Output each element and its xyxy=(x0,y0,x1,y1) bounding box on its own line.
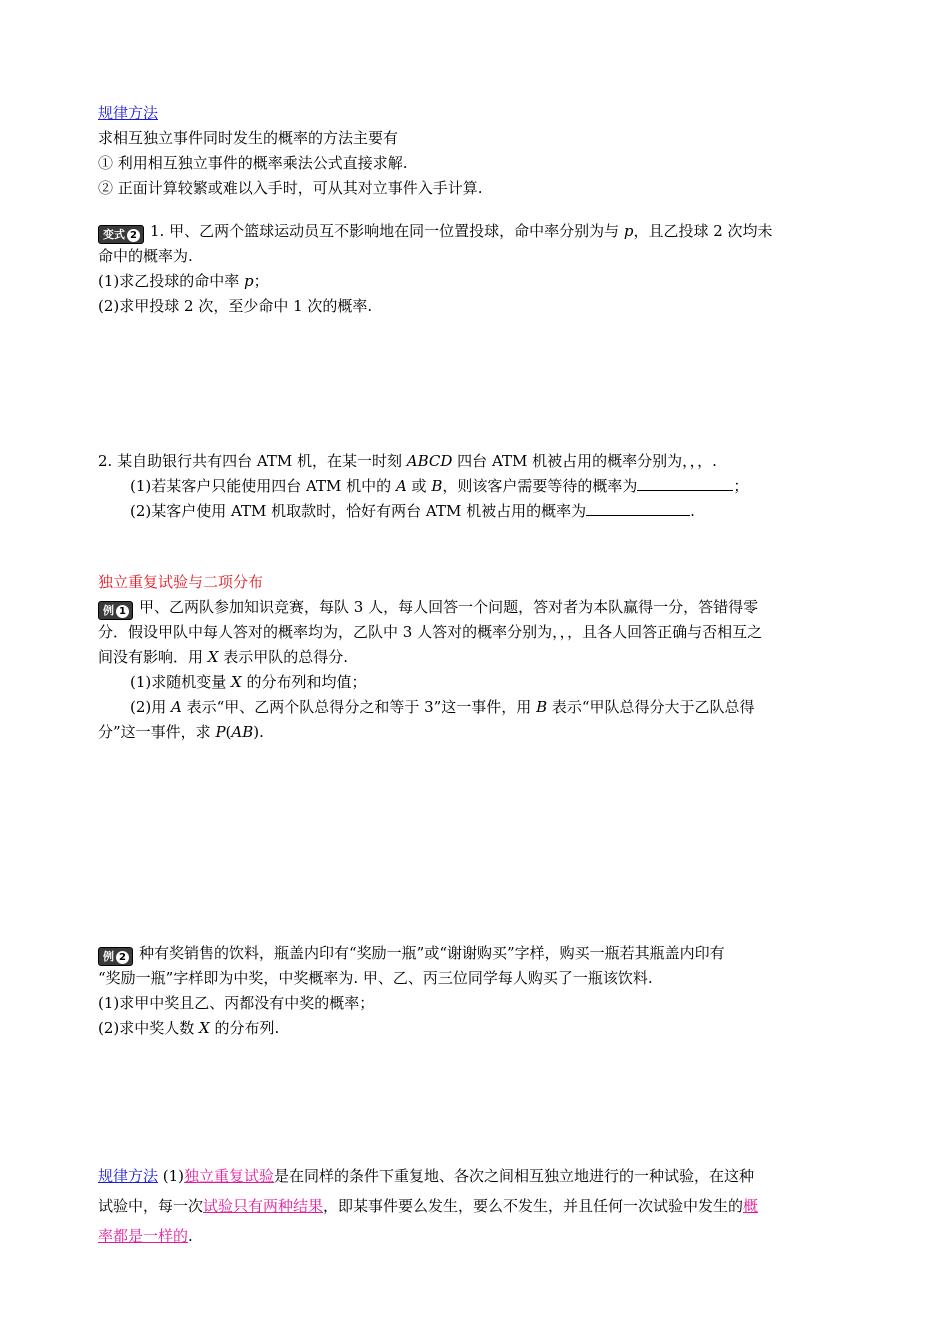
method-intro: 求相互独立事件同时发生的概率的方法主要有 xyxy=(98,129,399,147)
example-2-line-1: 例 2 种有奖销售的饮料，瓶盖内印有“奖励一瓶”或“谢谢购买”字样，购买一瓶若其瓶盖内印有 xyxy=(98,941,858,966)
method-2-line-3: 率都是一样的. xyxy=(98,1227,193,1245)
problem-2-question-2: (2)某客户使用 ATM 机取款时，恰好有两台 ATM 机被占用的概率为 . xyxy=(98,499,858,524)
binomial-section xyxy=(98,570,858,595)
example-1-line-2: 分．假设甲队中每人答对的概率均为，乙队中 3 人答对的概率分别为，，，且各人回答正确与否相互之 xyxy=(98,623,763,641)
term-same-probability-b[interactable]: 率都是一样的 xyxy=(98,1227,189,1245)
method-heading-2[interactable]: 规律方法 xyxy=(98,1167,159,1185)
example-2-question-2: (2)求中奖人数 X 的分布列. xyxy=(98,1019,280,1037)
example-badge-icon: 例 2 xyxy=(98,947,133,966)
variant-2-line-1: 变式 2 1. 甲、乙两个篮球运动员互不影响地在同一位置投球，命中率分别为与 p，且乙投球 2 次均未 xyxy=(98,219,858,244)
example-1 xyxy=(98,595,858,745)
method-item-2: ② 正面计算较繁或难以入手时，可从其对立事件入手计算. xyxy=(98,179,483,197)
variant-badge-icon: 变式 2 xyxy=(98,225,144,244)
problem-2-question-1: (1)若某客户只能使用四台 ATM 机中的 A 或 B，则该客户需要等待的概率为 ； xyxy=(98,474,858,499)
example-2 xyxy=(98,941,858,1041)
example-1-line-1: 例 1 甲、乙两队参加知识竞赛，每队 3 人，每人回答一个问题，答对者为本队赢得一分，答错得零 xyxy=(98,595,858,620)
example-1-question-2: (2)用 A 表示“甲、乙两个队总得分之和等于 3”这一事件，用 B 表示“甲队总得分大于乙队总得 xyxy=(130,698,755,716)
variant-2-question-2: (2)求甲投球 2 次，至少命中 1 次的概率. xyxy=(98,297,373,315)
term-independent-trials[interactable]: 独立重复试验 xyxy=(184,1167,275,1185)
example-2-question-1: (1)求甲中奖且乙、丙都没有中奖的概率； xyxy=(98,994,375,1012)
method-section-1 xyxy=(98,101,858,201)
problem-2 xyxy=(98,449,858,524)
method-2-line-1: 规律方法 (1)独立重复试验是在同样的条件下重复地、各次之间相互独立地进行的一种试验，在这种 xyxy=(98,1167,755,1185)
method-heading-1[interactable]: 规律方法 xyxy=(98,104,159,122)
example-1-line-3: 间没有影响．用 X 表示甲队的总得分. xyxy=(98,648,349,666)
example-2-line-2: “奖励一瓶”字样即为中奖，中奖概率为. 甲、乙、丙三位同学每人购买了一瓶该饮料. xyxy=(98,969,653,987)
answer-blank-2[interactable] xyxy=(586,499,690,516)
method-2-line-2: 试验中，每一次试验只有两种结果，即某事件要么发生，要么不发生，并且任何一次试验中发生的概 xyxy=(98,1197,759,1215)
variant-2-line-2: 命中的概率为. xyxy=(98,247,193,265)
term-two-outcomes[interactable]: 试验只有两种结果 xyxy=(203,1197,324,1215)
binomial-heading: 独立重复试验与二项分布 xyxy=(98,573,264,591)
method-item-1: ① 利用相互独立事件的概率乘法公式直接求解. xyxy=(98,154,408,172)
variant-2-question-1: (1)求乙投球的命中率 p； xyxy=(98,272,269,290)
example-1-question-1: (1)求随机变量 X 的分布列和均值； xyxy=(130,673,367,691)
example-1-question-2-cont: 分”这一事件，求 P(AB). xyxy=(98,723,264,741)
answer-blank-1[interactable] xyxy=(637,474,733,491)
variant-2-problem xyxy=(98,219,858,319)
method-section-2 xyxy=(98,1161,858,1251)
problem-2-line-1: 2. 某自助银行共有四台 ATM 机，在某一时刻 ABCD 四台 ATM 机被占用的概率分别为，，，. xyxy=(98,452,717,470)
term-same-probability-a[interactable]: 概 xyxy=(743,1197,759,1215)
example-badge-icon: 例 1 xyxy=(98,601,133,620)
